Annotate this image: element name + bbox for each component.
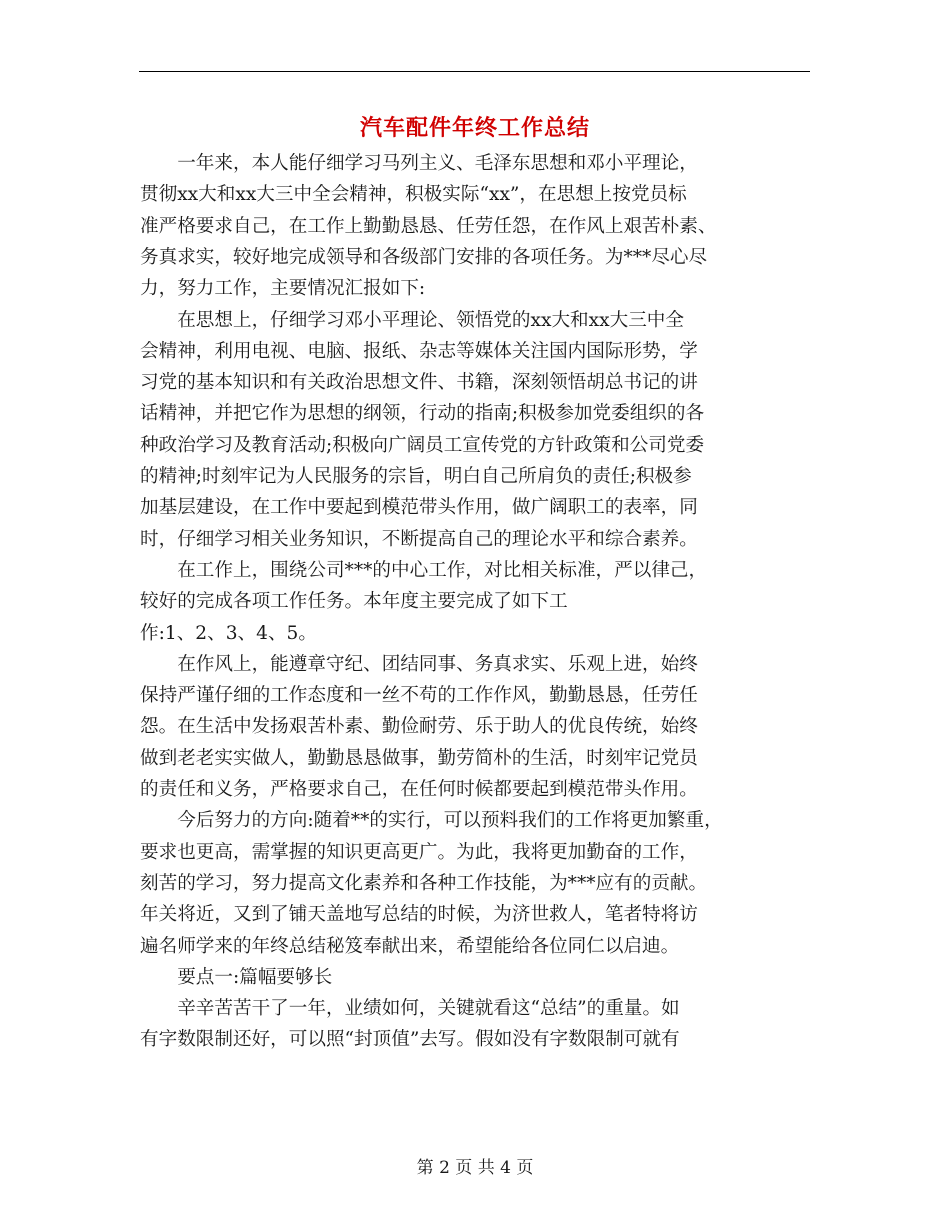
text-line: 较好的完成各项工作任务。本年度主要完成了如下工 bbox=[140, 591, 568, 613]
text-line: 作:1、2、3、4、5。 bbox=[140, 622, 317, 644]
text-line: 会精神，利用电视、电脑、报纸、杂志等媒体关注国内国际形势，学 bbox=[140, 340, 698, 362]
text-line: 遍名师学来的年终总结秘笈奉献出来，希望能给各位同仁以启迪。 bbox=[140, 935, 680, 957]
text-line: 年关将近，又到了铺天盖地写总结的时候，为济世救人，笔者特将访 bbox=[140, 904, 698, 926]
text-line: 务真求实，较好地完成领导和各级部门安排的各项任务。为***尽心尽 bbox=[140, 246, 708, 268]
header-rule bbox=[139, 71, 810, 72]
text-line: 刻苦的学习，努力提高文化素养和各种工作技能，为***应有的贡献。 bbox=[140, 872, 708, 894]
text-line: 在作风上，能遵章守纪、团结同事、务真求实、乐观上进，始终 bbox=[140, 653, 698, 675]
text-line: 要点一:篇幅要够长 bbox=[140, 966, 333, 988]
text-line: 做到老老实实做人，勤勤恳恳做事，勤劳简朴的生活，时刻牢记党员 bbox=[140, 747, 698, 769]
text-line: 习党的基本知识和有关政治思想文件、书籍，深刻领悟胡总书记的讲 bbox=[140, 372, 698, 394]
text-line: 在工作上，围绕公司***的中心工作，对比相关标准，严以律己， bbox=[140, 559, 708, 581]
text-line: 辛辛苦苦干了一年，业绩如何，关键就看这“总结”的重量。如 bbox=[140, 998, 680, 1020]
document-title: 汽车配件年终工作总结 bbox=[359, 115, 590, 141]
text-line: 贯彻xx大和xx大三中全会精神，积极实际“xx”，在思想上按党员标 bbox=[140, 184, 687, 206]
text-line: 话精神，并把它作为思想的纲领，行动的指南;积极参加党委组织的各 bbox=[140, 403, 705, 425]
text-line: 在思想上，仔细学习邓小平理论、领悟党的xx大和xx大三中全 bbox=[140, 309, 684, 331]
text-line: 要求也更高，需掌握的知识更高更广。为此，我将更加勤奋的工作， bbox=[140, 841, 698, 863]
text-line: 有字数限制还好，可以照“封顶值”去写。假如没有字数限制可就有 bbox=[140, 1029, 680, 1051]
text-line: 今后努力的方向:随着**的实行，可以预料我们的工作将更加繁重， bbox=[140, 810, 723, 832]
text-line: 的精神;时刻牢记为人民服务的宗旨，明白自己所肩负的责任;积极参 bbox=[140, 466, 692, 487]
text-line: 加基层建设，在工作中要起到模范带头作用，做广阔职工的表率，同 bbox=[140, 497, 698, 519]
text-line: 时，仔细学习相关业务知识，不断提高自己的理论水平和综合素养。 bbox=[140, 528, 698, 550]
text-line: 种政治学习及教育活动;积极向广阔员工宣传党的方针政策和公司党委 bbox=[140, 434, 705, 456]
text-line: 的责任和义务，严格要求自己，在任何时候都要起到模范带头作用。 bbox=[140, 779, 698, 800]
text-line: 保持严谨仔细的工作态度和一丝不苟的工作作风，勤勤恳恳，任劳任 bbox=[140, 685, 698, 707]
text-line: 准严格要求自己，在工作上勤勤恳恳、任劳任怨，在作风上艰苦朴素、 bbox=[140, 215, 717, 237]
page-footer: 第 2 页 共 4 页 bbox=[416, 1158, 534, 1178]
text-line: 一年来，本人能仔细学习马列主义、毛泽东思想和邓小平理论， bbox=[140, 153, 698, 174]
text-line: 怨。在生活中发扬艰苦朴素、勤俭耐劳、乐于助人的优良传统，始终 bbox=[140, 716, 698, 738]
text-line: 力，努力工作，主要情况汇报如下: bbox=[140, 278, 426, 300]
